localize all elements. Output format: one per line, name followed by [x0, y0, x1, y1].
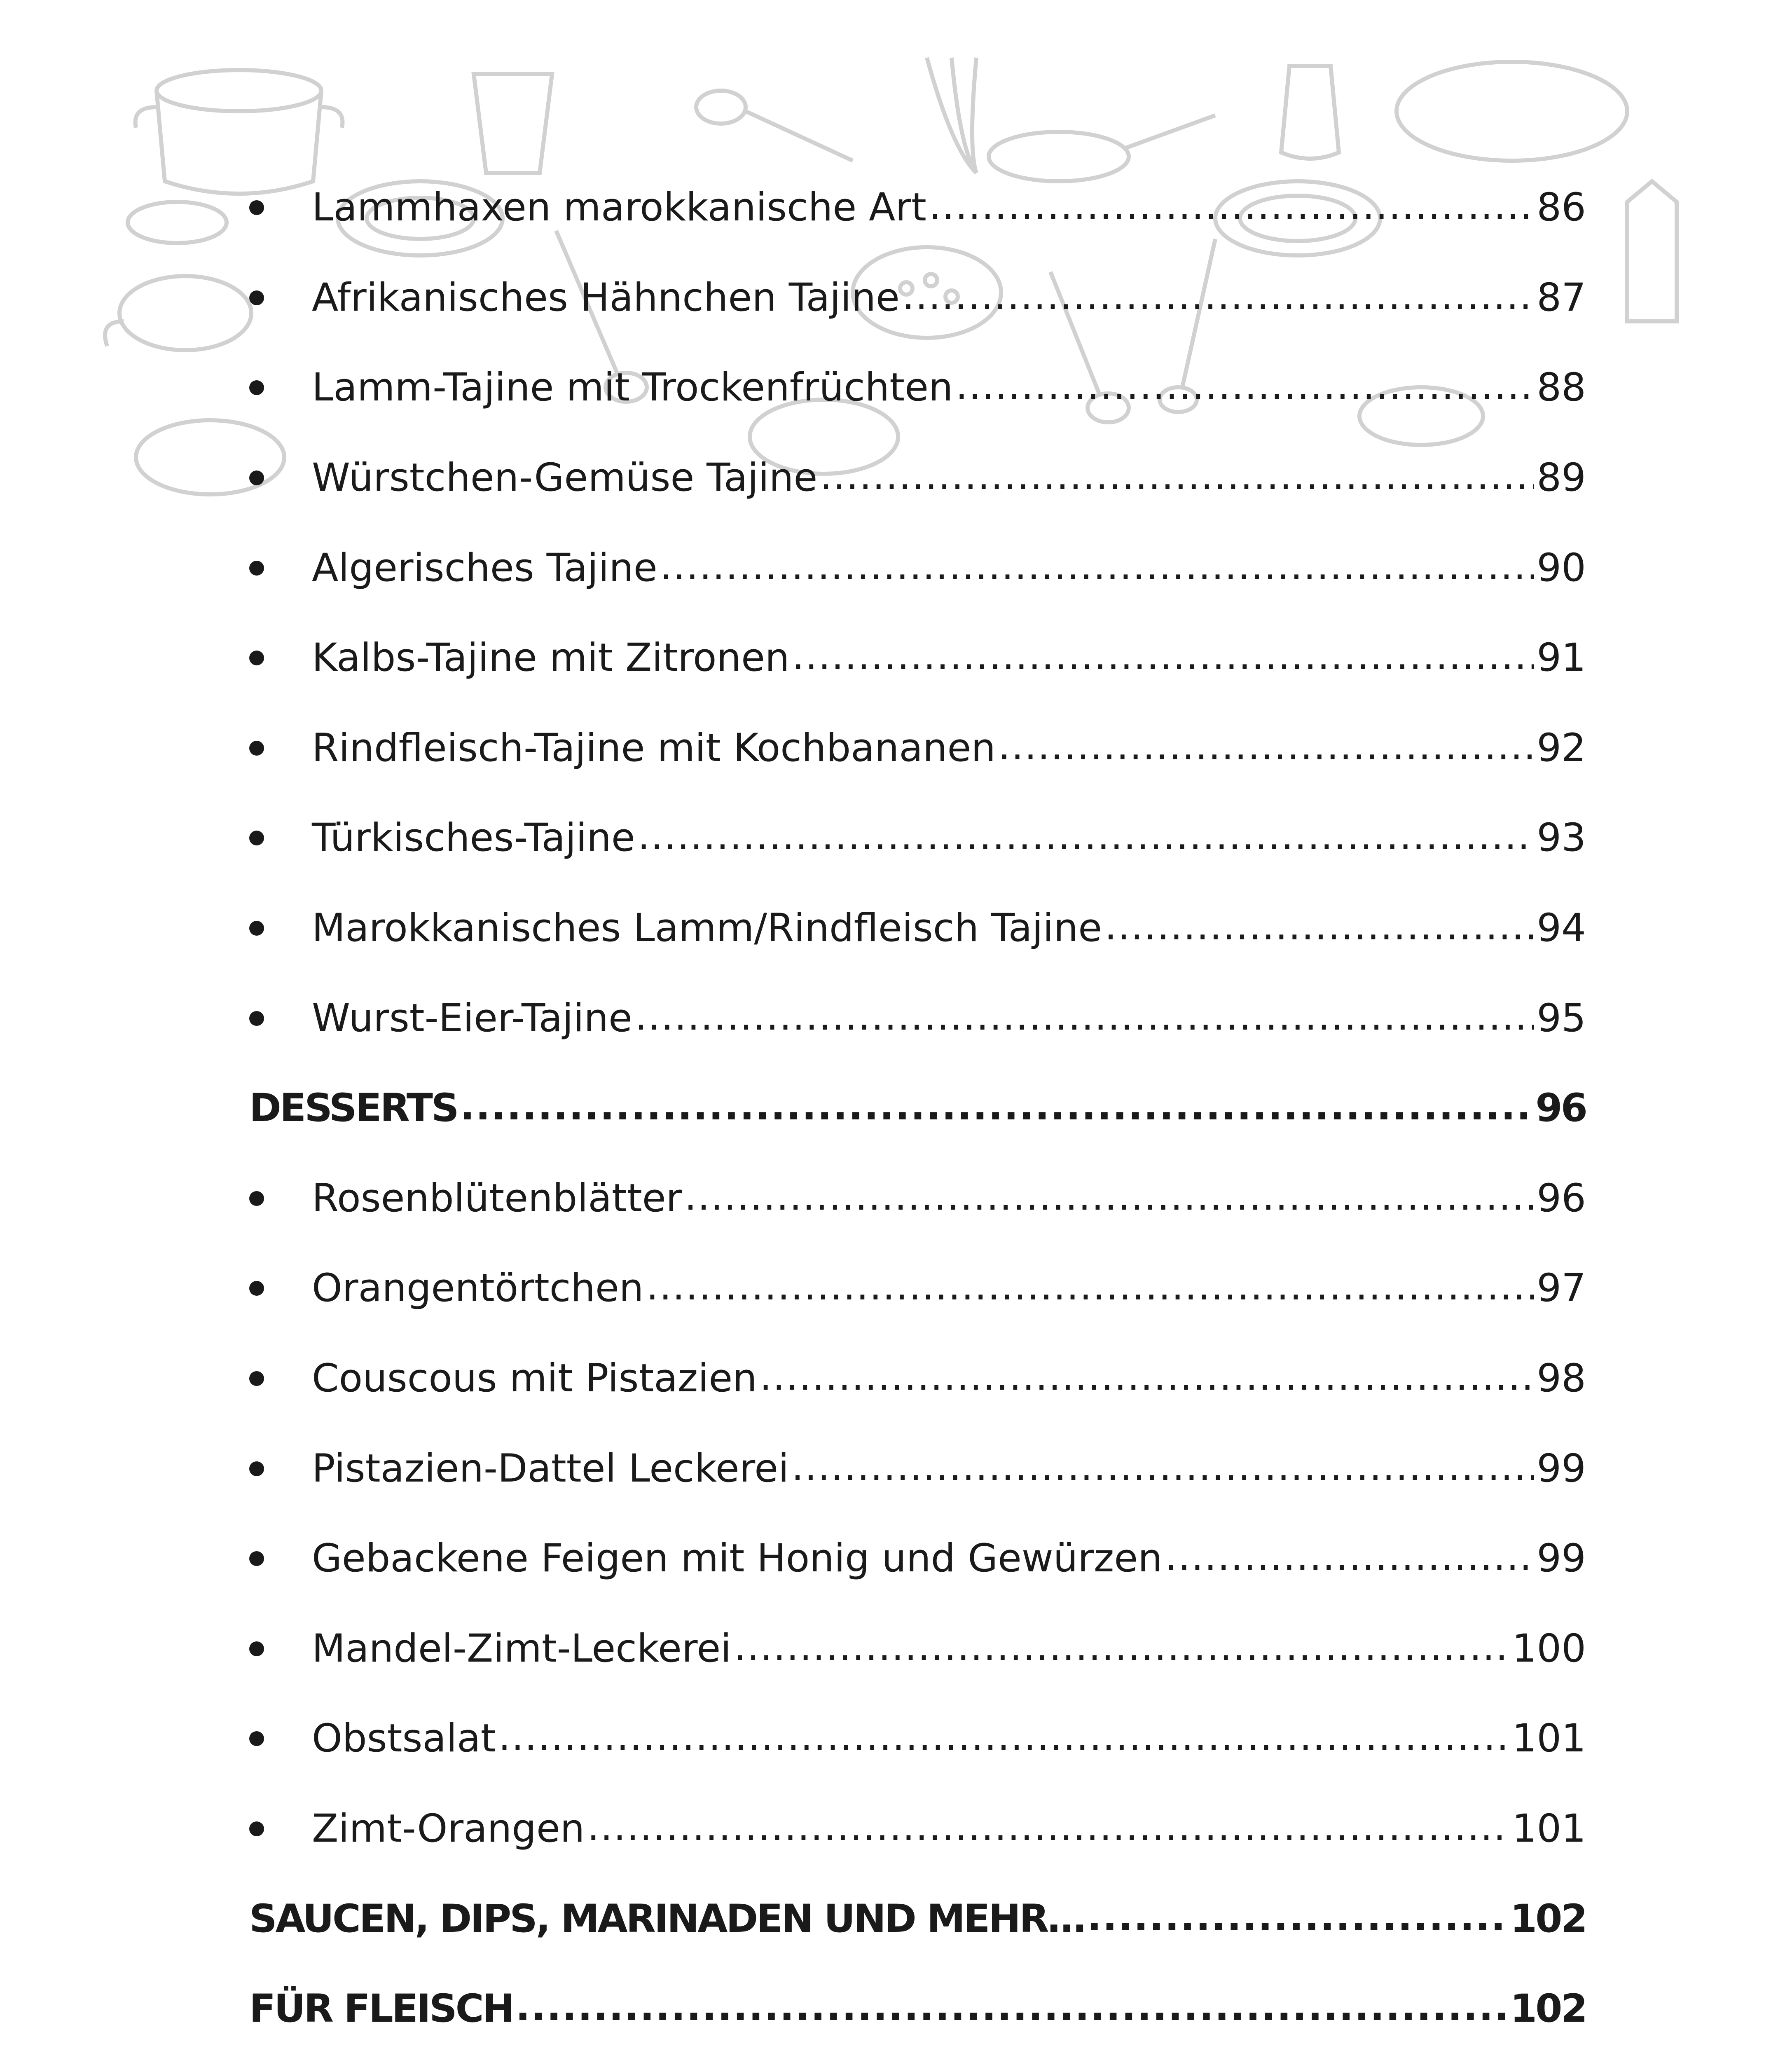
dot-leader [646, 1269, 1534, 1308]
toc-page-number: 87 [1537, 275, 1586, 320]
toc-page-number: 90 [1537, 545, 1586, 590]
dot-leader [792, 639, 1535, 677]
toc-entry[interactable] [249, 1334, 1586, 1424]
dot-leader [1104, 909, 1534, 948]
toc-entry-title: Würstchen-Gemüse Tajine [312, 455, 818, 501]
toc-section-heading[interactable] [249, 1874, 1586, 1964]
toc-entry[interactable] [249, 1423, 1586, 1514]
bullet-icon [249, 561, 264, 576]
toc-page-number: 101 [1512, 1716, 1586, 1761]
toc-entry[interactable] [249, 1604, 1586, 1694]
toc-entry-title: Afrikanisches Hähnchen Tajine [312, 275, 900, 320]
toc-page-number: 94 [1537, 906, 1586, 951]
bullet-icon [249, 651, 264, 665]
toc-page-number: 96 [1537, 1175, 1586, 1221]
dot-leader [635, 999, 1534, 1038]
toc-entry-title: DESSERTS [249, 1086, 458, 1131]
dot-leader [638, 819, 1535, 857]
toc-entry-title: FÜR FLEISCH [249, 1986, 513, 2032]
bullet-icon [249, 1551, 264, 1566]
toc-entry[interactable] [249, 1784, 1586, 1874]
toc-entry[interactable] [249, 433, 1586, 523]
bullet-icon [249, 290, 264, 305]
toc-page-number: 99 [1537, 1536, 1586, 1581]
toc-entry[interactable] [249, 523, 1586, 613]
toc-entry-title: Rindfleisch-Tajine mit Kochbananen [312, 725, 996, 770]
bullet-icon [249, 1641, 264, 1656]
bullet-icon [249, 1281, 264, 1296]
toc-entry-title: Gebackene Feigen mit Honig und Gewürzen [312, 1536, 1163, 1581]
toc-entry[interactable] [249, 1154, 1586, 1244]
toc-section-heading[interactable] [249, 1063, 1586, 1154]
toc-entry-title: Orangentörtchen [312, 1266, 644, 1311]
toc-entry[interactable] [249, 973, 1586, 1063]
toc-entry-title: Lamm-Tajine mit Trockenfrüchten [312, 365, 953, 410]
dot-leader [734, 1629, 1509, 1668]
toc-entry-title: Obstsalat [312, 1716, 496, 1761]
toc-page-number: 97 [1537, 1266, 1586, 1311]
toc-page-number: 96 [1535, 1086, 1586, 1131]
dot-leader [760, 1359, 1535, 1398]
toc-entry-title: Algerisches Tajine [312, 545, 657, 590]
bullet-icon [249, 380, 264, 395]
dot-leader [498, 1719, 1510, 1758]
bullet-icon [249, 831, 264, 845]
toc-entry-title: Pistazien-Dattel Leckerei [312, 1446, 789, 1491]
dot-leader [929, 188, 1535, 227]
toc-page-number: 102 [1510, 1986, 1586, 2032]
toc-entry-title: Wurst-Eier-Tajine [312, 995, 632, 1041]
toc-entry[interactable] [249, 1514, 1586, 1604]
toc-entry[interactable] [249, 2054, 1586, 2060]
toc-page-number: 102 [1510, 1896, 1586, 1941]
dot-leader [956, 368, 1535, 407]
dot-leader [791, 1449, 1534, 1488]
toc-entry[interactable] [249, 883, 1586, 974]
dot-leader [820, 459, 1534, 497]
dot-leader [660, 549, 1535, 588]
bullet-icon [249, 921, 264, 936]
toc-entry[interactable] [249, 703, 1586, 794]
toc-entry[interactable] [249, 343, 1586, 433]
dot-leader [460, 1089, 1533, 1128]
bullet-icon [249, 1191, 264, 1206]
toc-page-number: 93 [1537, 815, 1586, 861]
dot-leader [684, 1179, 1534, 1218]
toc-page-number: 89 [1537, 455, 1586, 501]
toc-entry[interactable] [249, 253, 1586, 343]
bullet-icon [249, 1821, 264, 1836]
toc-entry-title: Kalbs-Tajine mit Zitronen [312, 635, 790, 681]
dot-leader [998, 729, 1534, 768]
dot-leader [1165, 1539, 1535, 1578]
toc-entry-title: Marokkanisches Lamm/Rindfleisch Tajine [312, 906, 1102, 951]
bullet-icon [249, 1461, 264, 1476]
bullet-icon [249, 200, 264, 215]
toc-entry-title: Türkisches-Tajine [312, 815, 635, 861]
toc-entry-title: Couscous mit Pistazien [312, 1356, 757, 1401]
toc-page-number: 95 [1537, 995, 1586, 1041]
dot-leader [902, 279, 1534, 317]
table-of-contents [249, 163, 1586, 2060]
toc-page-number: 92 [1537, 725, 1586, 770]
toc-page-number: 98 [1537, 1356, 1586, 1401]
toc-entry[interactable] [249, 613, 1586, 703]
toc-page-number: 100 [1512, 1626, 1586, 1671]
toc-page-number: 99 [1537, 1446, 1586, 1491]
dot-leader [587, 1810, 1509, 1848]
toc-entry-title: Mandel-Zimt-Leckerei [312, 1626, 732, 1671]
toc-page-number: 101 [1512, 1806, 1586, 1851]
toc-entry[interactable] [249, 793, 1586, 883]
dot-leader [515, 1990, 1507, 2028]
toc-entry[interactable] [249, 163, 1586, 253]
toc-entry-title: SAUCEN, DIPS, MARINADEN UND MEHR… [249, 1896, 1085, 1941]
toc-entry-title: Rosenblütenblätter [312, 1175, 682, 1221]
dot-leader [1087, 1900, 1507, 1938]
toc-entry-title: Lammhaxen marokkanische Art [312, 185, 926, 230]
toc-entry[interactable] [249, 1243, 1586, 1334]
bullet-icon [249, 741, 264, 756]
toc-page-number: 91 [1537, 635, 1586, 681]
toc-page-number: 86 [1537, 185, 1586, 230]
bullet-icon [249, 1011, 264, 1026]
toc-section-heading[interactable] [249, 1964, 1586, 2054]
bullet-icon [249, 1731, 264, 1746]
toc-entry[interactable] [249, 1694, 1586, 1784]
toc-entry-title: Zimt-Orangen [312, 1806, 585, 1851]
toc-page-number: 88 [1537, 365, 1586, 410]
bullet-icon [249, 1371, 264, 1386]
bullet-icon [249, 471, 264, 485]
